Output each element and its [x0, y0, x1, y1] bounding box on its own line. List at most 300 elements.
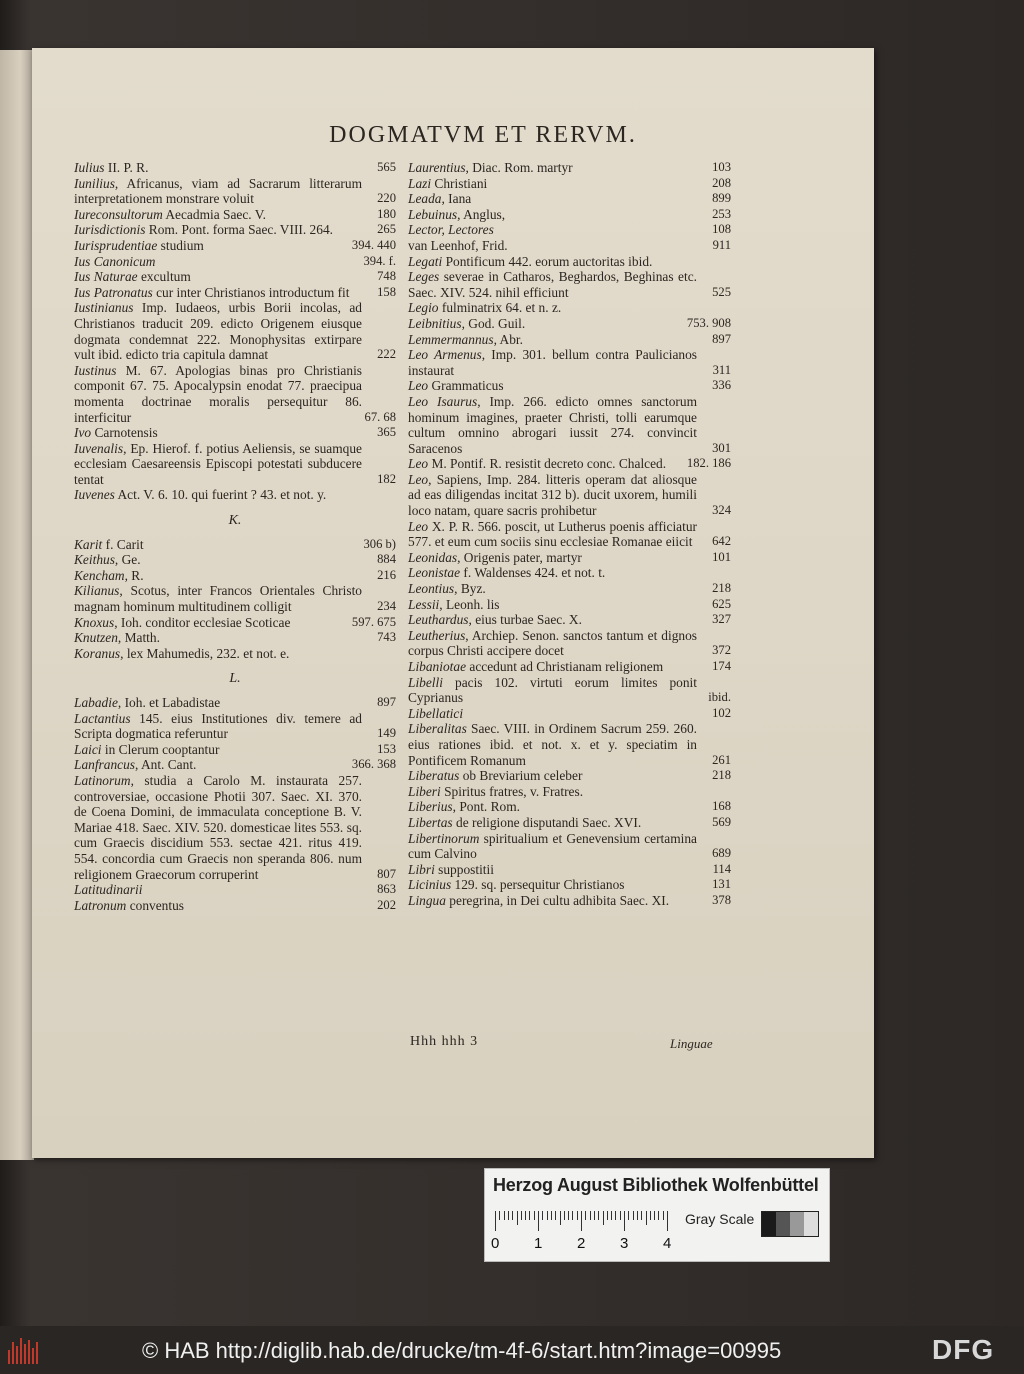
entry-text — [408, 862, 731, 878]
entry-description: , Iana — [441, 191, 472, 207]
entry-headword: Laici — [74, 741, 102, 757]
entry-headword: Ius Patronatus — [74, 284, 153, 300]
entry-text — [408, 799, 731, 815]
entry-page-ref: 216 — [377, 567, 396, 582]
entry-text — [408, 628, 731, 659]
entry-text — [408, 612, 731, 628]
entry-headword: Latinorum — [74, 772, 131, 788]
ruler-tick — [667, 1211, 668, 1231]
entry-description: cur inter Christianos introductum fit — [152, 284, 350, 300]
gray-scale-swatches — [761, 1211, 819, 1237]
index-entry — [408, 768, 731, 784]
entry-headword: Keithus — [74, 552, 115, 568]
entry-description: Rom. Pont. forma Saec. VIII. 264. — [145, 222, 333, 238]
entry-description: , Ioh. conditor ecclesiae Scoticae — [114, 614, 291, 630]
entry-text — [74, 583, 396, 614]
index-entry — [408, 316, 731, 332]
index-entry — [74, 757, 396, 773]
logo-bar — [20, 1338, 22, 1364]
index-entry — [408, 519, 731, 550]
previous-page-edge — [0, 50, 34, 1160]
entry-description: 129. sq. persequitur Christianos — [451, 877, 625, 893]
ruler-tick — [624, 1211, 625, 1231]
ruler-tick — [598, 1211, 599, 1220]
index-entry — [408, 721, 731, 768]
index-entry — [408, 378, 731, 394]
gray-scale-label: Gray Scale — [685, 1211, 755, 1227]
entry-headword: Labadie — [74, 695, 118, 710]
ruler-tick — [650, 1211, 651, 1220]
entry-text — [408, 378, 731, 394]
entry-description: , Abr. — [493, 331, 523, 347]
index-entry — [74, 583, 396, 614]
entry-headword: Knoxus — [74, 614, 115, 630]
index-entry — [74, 160, 396, 176]
entry-page-ref: 324 — [712, 503, 731, 518]
index-entry — [74, 363, 396, 425]
index-entry — [408, 222, 731, 238]
index-entry — [408, 300, 731, 316]
entry-headword: Lebuinus — [408, 206, 458, 222]
entry-page-ref: 222 — [377, 347, 396, 362]
entry-text — [74, 568, 396, 584]
entry-page-ref: 149 — [377, 726, 396, 741]
entry-page-ref: 642 — [712, 534, 731, 549]
entry-headword: Latitudinarii — [74, 882, 143, 898]
entry-headword: Lactantius — [74, 710, 131, 726]
copyright-url[interactable]: © HAB http://diglib.hab.de/drucke/tm-4f-6/start.htm?image=00995 — [142, 1338, 782, 1363]
entry-text — [74, 898, 396, 914]
page-title: DOGMATVM ET RERVM. — [329, 122, 637, 148]
index-entry — [74, 615, 396, 631]
entry-description: II. P. R. — [104, 160, 149, 175]
index-entry — [74, 238, 396, 254]
entry-description: , Scotus, inter Francos Orientales Christo magnam hominum multitudinem colligit — [74, 583, 362, 615]
library-color-card — [484, 1168, 830, 1262]
entry-page-ref: 884 — [377, 552, 396, 567]
entry-headword: Ius Naturae — [74, 269, 138, 285]
entry-description: , God. Guil. — [461, 315, 526, 331]
entry-description: , studia a Carolo M. instaurata 257. controversiae, occasione Photii 307. Saec. XI. 370. de Coena Domini, de immaculata conceptione B. V. Mariae 418. Saec. XIV. 520. domesticae lites 553. sq. cum Graecis discidium 553. sectae 421. ritus 419. 554. concordia cum Graecis non speranda 806. num religionem Graecorum corruperint — [74, 772, 362, 882]
index-entry — [408, 831, 731, 862]
index-entry — [408, 550, 731, 566]
entry-text — [408, 768, 731, 784]
index-entry — [74, 711, 396, 742]
entry-page-ref: 565 — [377, 160, 396, 174]
dfg-logo: DFG — [932, 1334, 995, 1365]
entry-description: excultum — [137, 269, 191, 285]
entry-description: , Ep. Hierof. f. potius Aeliensis, se suamque ecclesiam Caesareensis Episcopi potestati subducere tentat — [74, 440, 362, 487]
index-entry — [74, 487, 396, 503]
entry-page-ref: 180 — [377, 206, 396, 221]
ruler-tick — [637, 1211, 638, 1220]
index-entry — [408, 254, 731, 270]
entry-page-ref: 689 — [712, 846, 731, 861]
index-entry — [408, 893, 731, 909]
entry-headword: Iuvenalis — [74, 440, 124, 456]
index-entry — [408, 207, 731, 223]
entry-description: Act. V. 6. 10. qui fuerint ? 43. et not. y. — [114, 487, 327, 503]
entry-page-ref: 911 — [712, 237, 731, 252]
entry-page-ref: 301 — [712, 440, 731, 455]
entry-headword: Leo — [408, 456, 429, 472]
entry-description: de religione disputandi Saec. XVI. — [452, 814, 642, 830]
entry-page-ref: 897 — [377, 695, 396, 709]
entry-headword: Kencham — [74, 567, 125, 583]
entry-text — [408, 456, 731, 472]
entry-text — [74, 176, 396, 207]
entry-description: Grammaticus — [428, 378, 504, 394]
entry-text — [74, 537, 396, 553]
entry-page-ref: 261 — [712, 752, 731, 767]
entry-headword: Lemmermannus — [408, 331, 494, 347]
entry-page-ref: 748 — [377, 269, 396, 284]
logo-bar — [12, 1342, 14, 1364]
entry-headword: Libelli — [408, 674, 443, 690]
gray-swatch — [762, 1212, 776, 1236]
entry-description: Aecadmia Saec. V. — [162, 206, 267, 222]
entry-text — [408, 831, 731, 862]
entry-headword: Laurentius — [408, 160, 466, 175]
ruler-tick — [658, 1211, 659, 1220]
entry-page-ref: 101 — [712, 549, 731, 564]
ruler-numbers — [491, 1235, 695, 1255]
ruler-tick — [547, 1211, 548, 1220]
entry-headword: Leo — [408, 518, 429, 534]
entry-headword: Ius Canonicum — [74, 253, 156, 269]
entry-text — [74, 757, 396, 773]
entry-description: M. Pontif. R. resistit decreto conc. Chalced. — [428, 456, 667, 472]
entry-headword: Koranus — [74, 645, 121, 661]
signature-mark: Hhh hhh 3 — [410, 1034, 479, 1049]
ruler-tick — [620, 1211, 621, 1220]
entry-headword: Liberi — [408, 783, 441, 799]
index-entry — [408, 394, 731, 456]
entry-text — [408, 675, 731, 706]
entry-headword: Lessii — [408, 596, 440, 612]
entry-description: Saec. VIII. in Ordinem Sacrum 259. 260. eius rationes ibid. et not. x. et y. speciatim in Pontificem Romanum — [408, 721, 697, 768]
logo-bar — [16, 1346, 18, 1364]
entry-text — [74, 695, 396, 711]
entry-description: van Leenhof, Frid. — [408, 237, 508, 253]
entry-headword: Lector, Lectores — [408, 222, 494, 238]
entry-page-ref: 365 — [377, 425, 396, 440]
entry-headword: Leibnitius — [408, 315, 462, 331]
entry-page-ref: 218 — [712, 768, 731, 783]
entry-text — [74, 882, 396, 898]
entry-page-ref: 394. f. — [363, 253, 396, 268]
entry-text — [74, 207, 396, 223]
ruler-tick — [555, 1211, 556, 1220]
entry-headword: Libri — [408, 861, 435, 877]
section-letter-k: K. — [228, 513, 242, 529]
entry-description: Spiritus fratres, v. Fratres. — [440, 783, 584, 799]
footer-bar — [0, 1326, 1024, 1374]
entry-text — [408, 176, 731, 192]
index-entry — [74, 441, 396, 488]
entry-headword: Karit — [74, 536, 103, 552]
entry-page-ref: 202 — [377, 897, 396, 912]
index-entry — [408, 815, 731, 831]
entry-text — [74, 773, 396, 882]
entry-headword: Iuvenes — [74, 487, 115, 503]
ruler-tick — [517, 1211, 518, 1225]
entry-text — [408, 893, 731, 909]
ruler-tick — [607, 1211, 608, 1220]
gray-swatch — [790, 1212, 804, 1236]
index-entry — [74, 254, 396, 270]
ruler-tick — [615, 1211, 616, 1220]
index-entry — [408, 877, 731, 893]
entry-headword: Leo Armenus — [408, 347, 482, 363]
entry-text — [408, 332, 731, 348]
entry-headword: Leo Isaurus — [408, 393, 478, 409]
entry-description: conventus — [126, 897, 184, 913]
entry-text — [408, 472, 731, 519]
entry-description: in Clerum cooptantur — [101, 741, 220, 757]
logo-bar — [32, 1348, 34, 1364]
entry-description: , lex Mahumedis, 232. et not. e. — [120, 645, 290, 661]
entry-text — [74, 441, 396, 488]
entry-headword: Iustinianus — [74, 300, 134, 316]
entry-page-ref: 234 — [377, 599, 396, 614]
entry-page-ref: 67. 68 — [364, 409, 396, 424]
entry-headword: Legio — [408, 300, 439, 316]
entry-description: , Ioh. et Labadistae — [117, 695, 221, 710]
entry-text — [408, 160, 731, 176]
entry-text — [408, 316, 731, 332]
index-entry — [74, 882, 396, 898]
index-entry — [74, 742, 396, 758]
ruler-tick — [663, 1211, 664, 1220]
logo-bar — [24, 1344, 26, 1364]
ruler-tick — [508, 1211, 509, 1220]
entry-page-ref: 897 — [712, 331, 731, 346]
entry-page-ref: 103 — [712, 160, 731, 174]
entry-description: 145. eius Institutiones div. temere ad Scripta dogmatica referuntur — [74, 710, 362, 742]
entry-text — [408, 191, 731, 207]
entry-headword: Iureconsultorum — [74, 206, 163, 222]
entry-text — [74, 615, 396, 631]
ruler-number: 4 — [663, 1235, 672, 1252]
right-column — [408, 160, 731, 909]
entry-page-ref: 625 — [712, 596, 731, 611]
index-entry — [408, 862, 731, 878]
entry-description: , Sapiens, Imp. 284. litteris operam dat aliosque ad eas diligendas incitat 312 b). ducit uxorem, humili loco natam, quare sacris prohibetur — [408, 471, 697, 519]
index-entry — [74, 695, 396, 711]
entry-page-ref: 253 — [712, 206, 731, 221]
entry-page-ref: 265 — [377, 222, 396, 237]
entry-page-ref: ibid. — [708, 690, 731, 705]
entry-text — [408, 784, 731, 800]
entry-page-ref: 372 — [712, 643, 731, 658]
entry-description: , Matth. — [117, 630, 160, 646]
entry-headword: Leuthardus — [408, 612, 469, 628]
entry-description: , Pont. Rom. — [452, 799, 520, 815]
entry-headword: Lanfrancus — [74, 757, 136, 773]
entry-page-ref: 394. 440 — [351, 237, 396, 252]
index-entry — [408, 597, 731, 613]
entry-headword: Iunilius — [74, 175, 115, 191]
entry-description: , Imp. 266. edicto omnes sanctorum hominum imagines, praeter Christi, tolli earumque cultum omnino abrogari iussit 274. convincit Saracenos — [408, 393, 697, 456]
entry-text — [408, 597, 731, 613]
gray-swatch — [804, 1212, 818, 1236]
entry-text — [408, 565, 731, 581]
entry-page-ref: 597. 675 — [351, 614, 396, 629]
index-entry — [408, 675, 731, 706]
entry-headword: Iurisprudentiae — [74, 237, 158, 253]
entry-headword: Leutherius — [408, 627, 466, 643]
entry-text — [408, 222, 731, 238]
entry-headword: Liberius — [408, 799, 453, 815]
entry-headword: Libertas — [408, 814, 453, 830]
ruler-tick — [560, 1211, 561, 1225]
ruler-tick — [654, 1211, 655, 1220]
ruler-tick — [581, 1211, 582, 1231]
entry-description: ob Breviarium celeber — [459, 768, 583, 784]
index-entry — [408, 176, 731, 192]
gray-swatch — [776, 1212, 790, 1236]
entry-description: , Origenis pater, martyr — [457, 549, 582, 565]
left-column — [74, 160, 396, 913]
entry-headword: Legati — [408, 253, 443, 269]
index-entry — [74, 568, 396, 584]
index-entry — [408, 784, 731, 800]
entry-description: , Leonh. lis — [439, 596, 500, 612]
entry-page-ref: 569 — [712, 814, 731, 829]
entry-page-ref: 182. 186 — [686, 456, 731, 471]
entry-text — [408, 254, 731, 270]
entry-page-ref: 899 — [712, 191, 731, 206]
index-entry — [408, 269, 731, 300]
entry-headword: Iurisdictionis — [74, 222, 146, 238]
ruler-number: 1 — [534, 1235, 543, 1252]
entry-description: X. P. R. 566. poscit, ut Lutherus poenis afficiatur 577. et eum cum sociis sinu ecclesiae Romanae eiicit — [408, 518, 697, 550]
entry-description: , Byz. — [454, 581, 486, 597]
entry-page-ref: 131 — [712, 877, 731, 892]
ruler-number: 2 — [577, 1235, 586, 1252]
index-entry — [74, 646, 396, 662]
logo-bar — [8, 1350, 10, 1364]
entry-headword: Libertinorum — [408, 830, 480, 846]
catchword: Linguae — [670, 1036, 713, 1051]
ruler-tick — [568, 1211, 569, 1220]
ruler-tick — [628, 1211, 629, 1220]
entry-text — [74, 222, 396, 238]
ruler-tick — [525, 1211, 526, 1220]
entry-page-ref: 168 — [712, 799, 731, 814]
entry-description: , eius turbae Saec. X. — [468, 612, 582, 628]
index-entry — [408, 565, 731, 581]
ruler-tick — [641, 1211, 642, 1220]
entry-headword: Lazi — [408, 175, 432, 191]
entry-description: f. Carit — [102, 536, 144, 552]
entry-description: , Ant. Cant. — [135, 757, 197, 773]
entry-page-ref: 336 — [712, 378, 731, 393]
index-entry — [74, 269, 396, 285]
ruler-tick — [534, 1211, 535, 1220]
ruler-tick — [564, 1211, 565, 1220]
entry-description: , Diac. Rom. martyr — [465, 160, 573, 175]
entry-description: , Africanus, viam ad Sacrarum litterarum interpretationem monstrare voluit — [74, 175, 362, 207]
entry-headword: Knutzen — [74, 630, 118, 646]
entry-headword: Leonistae — [408, 565, 461, 581]
entry-page-ref: 311 — [712, 362, 731, 377]
section-letter-l: L. — [229, 671, 241, 687]
entry-page-ref: 366. 368 — [351, 757, 396, 772]
entry-text — [408, 238, 731, 254]
entry-page-ref: 102 — [712, 705, 731, 720]
ruler-tick — [577, 1211, 578, 1220]
entry-page-ref: 306 b) — [363, 536, 396, 551]
index-entry — [74, 898, 396, 914]
entry-description: spiritualium et Genevensium certamina cum Calvino — [408, 830, 697, 862]
entry-description: pacis 102. virtuti eorum limites ponit Cyprianus — [408, 674, 697, 706]
index-entry — [408, 659, 731, 675]
ruler-tick — [521, 1211, 522, 1220]
index-entry — [408, 612, 731, 628]
entry-headword: Leo — [408, 471, 429, 487]
entry-description: M. 67. Apologias binas pro Christianis componit 67. 75. Apocalypsin enodat 77. praecipua momenta doctrinae moralis persequitur 86. interficitur — [74, 362, 362, 425]
entry-description: severae in Catharos, Beghardos, Beghinas etc. Saec. XIV. 524. nihil efficiunt — [408, 269, 697, 300]
index-entry — [74, 285, 396, 301]
index-entry — [74, 222, 396, 238]
ruler-number: 0 — [491, 1235, 500, 1252]
entry-text — [408, 347, 731, 378]
index-entry — [74, 300, 396, 362]
ruler-tick — [551, 1211, 552, 1220]
index-entry — [74, 425, 396, 441]
entry-text — [408, 300, 731, 316]
ruler-tick — [538, 1211, 539, 1231]
hab-logo-icon — [8, 1336, 40, 1364]
scanned-page — [32, 48, 874, 1158]
entry-page-ref: 208 — [712, 175, 731, 190]
entry-text — [74, 300, 396, 362]
entry-text — [74, 425, 396, 441]
index-entry — [74, 552, 396, 568]
ruler-tick — [590, 1211, 591, 1220]
entry-description: , Archiep. Senon. sanctos tantum et dignos corpus Christi accipere docet — [408, 627, 697, 659]
entry-headword: Iustinus — [74, 362, 117, 378]
index-entry — [408, 191, 731, 207]
ruler-tick — [594, 1211, 595, 1220]
entry-headword: Libaniotae — [408, 659, 467, 674]
entry-text — [74, 285, 396, 301]
entry-text — [74, 254, 396, 270]
index-entry — [408, 799, 731, 815]
entry-headword: Liberalitas — [408, 721, 467, 737]
entry-text — [408, 815, 731, 831]
ruler-tick — [512, 1211, 513, 1220]
entry-description: , R. — [124, 567, 144, 583]
entry-headword: Liberatus — [408, 768, 460, 784]
entry-headword: Libellatici — [408, 705, 464, 721]
entry-page-ref: 218 — [712, 581, 731, 596]
index-entry — [408, 472, 731, 519]
entry-page-ref: 753. 908 — [686, 315, 731, 330]
index-entry — [408, 706, 731, 722]
entry-description: Carnotensis — [91, 425, 158, 441]
entry-text — [408, 877, 731, 893]
entry-page-ref: 108 — [712, 222, 731, 237]
entry-description: Imp. Iudaeos, urbis Borii incolas, ad Christianos traducit 209. edicto Origenem eiusque dogmata condemnat 222. Monophysitas extirpare vult ibid. edicto tria capitula damnat — [74, 300, 362, 363]
entry-description: Christiani — [431, 175, 488, 191]
entry-text — [74, 363, 396, 425]
entry-text — [74, 646, 396, 662]
index-entry — [408, 581, 731, 597]
logo-bar — [28, 1340, 30, 1364]
